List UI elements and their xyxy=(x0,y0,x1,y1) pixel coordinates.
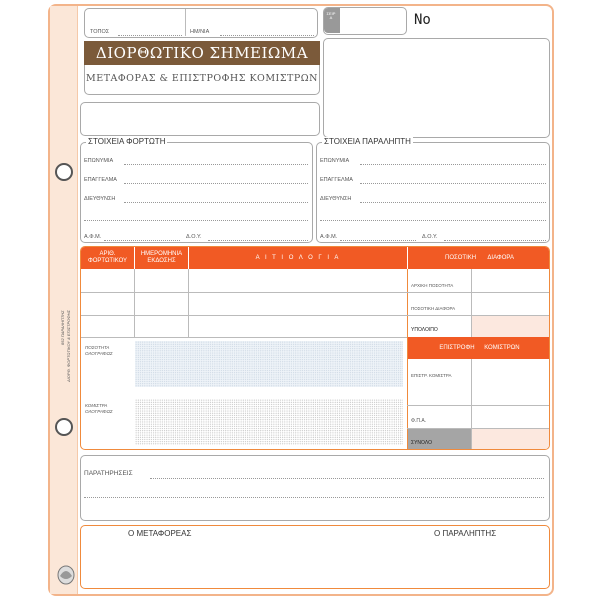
receiver-signature-field[interactable] xyxy=(340,540,540,584)
series-label: ΣΕΙΡΑ xyxy=(326,11,336,20)
receiver-vat-label: Α.Φ.Μ. xyxy=(320,234,338,240)
shipper-address-label: ΔΙΕΥΘΥΝΣΗ xyxy=(84,196,116,202)
carrier-signature-field[interactable] xyxy=(90,540,290,584)
shipper-name-field[interactable] xyxy=(124,164,308,165)
notes-field-2[interactable] xyxy=(84,497,544,498)
remainder-field[interactable] xyxy=(472,316,550,337)
receiver-address-field-2[interactable] xyxy=(320,220,546,221)
remainder-label: ΥΠΟΛΟΙΠΟ xyxy=(411,327,438,333)
total-label: ΣΥΝΟΛΟ xyxy=(411,440,432,446)
fare-in-words-field[interactable] xyxy=(135,399,403,445)
fare-in-words-label: ΚΟΜΙΣΤΡΑ ΟΛΟΓΡΑΦΩΣ xyxy=(85,403,113,414)
shipper-section xyxy=(80,142,313,243)
receiver-address-label: ΔΙΕΥΘΥΝΣΗ xyxy=(320,196,352,202)
subtitle-box xyxy=(84,65,320,95)
issue-date-cell[interactable] xyxy=(135,269,188,337)
shipper-tax-office-label: Δ.Ο.Υ. xyxy=(186,234,202,240)
initial-qty-field[interactable] xyxy=(472,269,550,292)
shipper-vat-label: Α.Φ.Μ. xyxy=(84,234,102,240)
stamp-area[interactable] xyxy=(323,38,550,138)
form-subtitle: ΜΕΤΑΦΟΡΑΣ & ΕΠΙΣΤΡΟΦΗΣ ΚΟΜΙΣΤΡΩΝ xyxy=(86,73,318,84)
extra-info-box[interactable] xyxy=(80,102,320,136)
shipper-address-field[interactable] xyxy=(124,202,308,203)
col-doc-no: ΑΡΙΘ. ΦΟΡΤΩΤΙΚΟΥ xyxy=(81,247,134,269)
col-issue-date: ΗΜΕΡΟΜΗΝΙΑ ΕΚΔΟΣΗΣ xyxy=(135,247,188,269)
date-field[interactable] xyxy=(220,35,314,36)
initial-qty-label: ΑΡΧΙΚΗ ΠΟΣΟΤΗΤΑ xyxy=(411,283,454,288)
binding-strip xyxy=(50,6,78,594)
punch-hole-bottom xyxy=(55,418,73,436)
notes-field-1[interactable] xyxy=(150,478,544,479)
qty-in-words-field[interactable] xyxy=(135,341,403,387)
total-field[interactable] xyxy=(472,429,550,450)
shipper-address-field-2[interactable] xyxy=(84,220,308,221)
vat-amount-field[interactable] xyxy=(472,406,550,428)
receiver-vat-field[interactable] xyxy=(340,240,416,241)
details-table xyxy=(80,246,550,450)
qty-in-words-label: ΠΟΣΟΤΗΤΑ ΟΛΟΓΡΑΦΩΣ xyxy=(85,345,113,356)
reason-cell[interactable] xyxy=(189,269,407,337)
shipper-tax-office-field[interactable] xyxy=(208,240,308,241)
shipper-vat-field[interactable] xyxy=(104,240,180,241)
qty-diff-label: ΠΟΣΟΤΙΚΗ ΔΙΑΦΟΡΑ xyxy=(411,306,456,311)
refund-fare-label: ΕΠΙΣΤΡ. ΚΟΜΙΣΤΡΑ xyxy=(411,373,452,378)
receiver-heading: ΣΤΟΙΧΕΙΑ ΠΑΡΑΛΗΠΤΗ xyxy=(324,137,411,146)
receiver-name-field[interactable] xyxy=(360,164,546,165)
place-field[interactable] xyxy=(118,35,182,36)
carrier-signature-label: Ο ΜΕΤΑΦΟΡΕΑΣ xyxy=(128,529,192,538)
shipper-profession-field[interactable] xyxy=(124,183,308,184)
receiver-profession-label: ΕΠΑΓΓΕΛΜΑ xyxy=(320,177,353,183)
col-qty-diff: ΠΟΣΟΤΙΚΗ ΔΙΑΦΟΡΑ xyxy=(408,247,550,269)
notes-label: ΠΑΡΑΤΗΡΗΣΕΙΣ xyxy=(84,470,133,477)
number-label: No xyxy=(414,12,431,28)
receiver-tax-office-field[interactable] xyxy=(444,240,546,241)
shipper-heading: ΣΤΟΙΧΕΙΑ ΦΟΡΤΩΤΗ xyxy=(88,137,166,146)
receiver-signature-label: Ο ΠΑΡΑΛΗΠΤΗΣ xyxy=(434,529,497,538)
notes-section xyxy=(80,455,550,521)
publisher-logo-icon xyxy=(56,562,76,586)
side-copy-text: ΔΙΟΡΘ. ΦΟΡΤΩΤΙΚΟΥ & ΕΠΙΣΤΡΟΦΗΣ xyxy=(66,310,71,382)
shipper-profession-label: ΕΠΑΓΓΕΛΜΑ xyxy=(84,177,117,183)
receiver-profession-field[interactable] xyxy=(360,183,546,184)
doc-no-cell[interactable] xyxy=(81,269,134,337)
vat-amount-label: Φ.Π.Α. xyxy=(411,418,427,424)
form-title: ΔΙΟΡΘΩΤΙΚΟ ΣΗΜΕΙΩΜΑ xyxy=(84,41,320,65)
date-label: ΗΜ/ΝΙΑ xyxy=(190,29,210,35)
receiver-section xyxy=(316,142,550,243)
receiver-address-field[interactable] xyxy=(360,202,546,203)
col-reason: Α Ι Τ Ι Ο Λ Ο Γ Ι Α xyxy=(189,247,407,269)
shipper-name-label: ΕΠΩΝΥΜΙΑ xyxy=(84,158,114,164)
refund-heading: ΕΠΙΣΤΡΟΦΗ ΚΟΜΙΣΤΡΩΝ xyxy=(408,337,550,359)
side-code-text: 852 ΠΑΡΑΛΗΠΤΗΣ xyxy=(60,310,65,345)
receiver-name-label: ΕΠΩΝΥΜΙΑ xyxy=(320,158,350,164)
receiver-tax-office-label: Δ.Ο.Υ. xyxy=(422,234,438,240)
place-label: ΤΟΠΟΣ xyxy=(90,29,110,35)
qty-diff-field[interactable] xyxy=(472,293,550,315)
punch-hole-top xyxy=(55,163,73,181)
refund-fare-field[interactable] xyxy=(472,359,550,405)
